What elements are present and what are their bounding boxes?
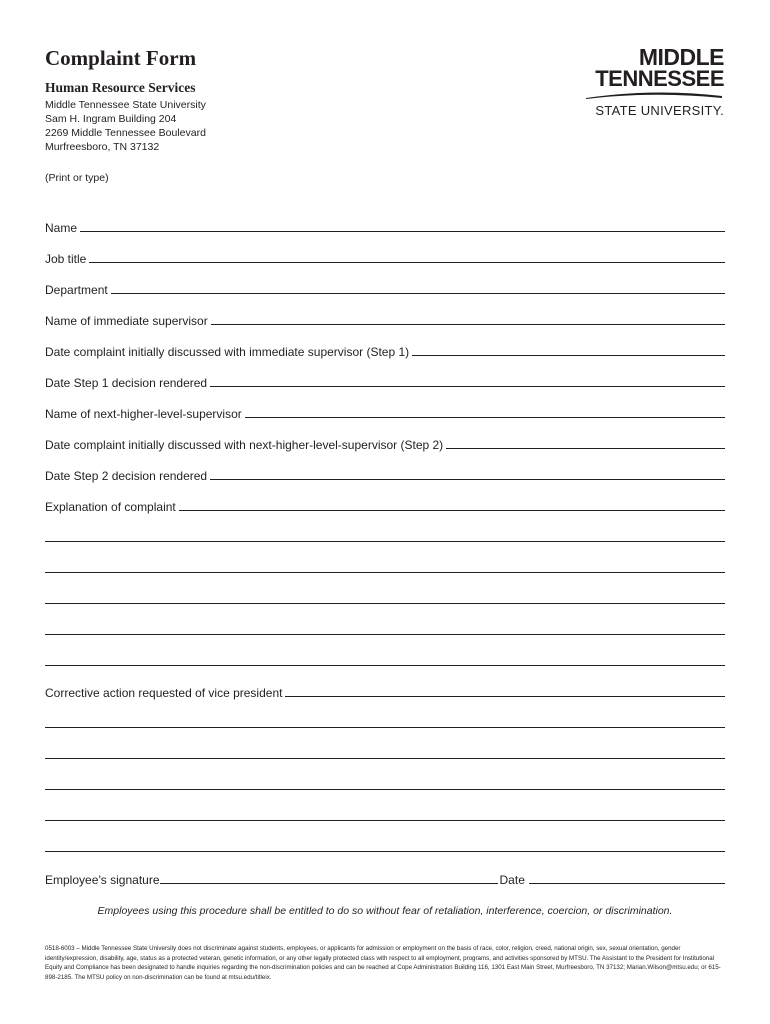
department-field[interactable] (45, 266, 725, 297)
fill-line[interactable] (179, 509, 725, 511)
corrective-line[interactable] (45, 731, 725, 762)
field-label: Department (45, 283, 108, 297)
field-label: Explanation of complaint (45, 500, 176, 514)
complaint-explanation-field[interactable] (45, 483, 725, 514)
date-line[interactable] (529, 882, 725, 884)
step2-discussed-date-field[interactable] (45, 421, 725, 452)
fill-line[interactable] (446, 447, 725, 449)
step1-decision-date-field[interactable] (45, 359, 725, 390)
next-level-supervisor-field[interactable] (45, 390, 725, 421)
explanation-line[interactable] (45, 638, 725, 669)
fill-line[interactable] (211, 323, 725, 325)
field-label: Name of next-higher-level-supervisor (45, 407, 242, 421)
form-fields (45, 204, 725, 855)
field-label: Date Step 2 decision rendered (45, 469, 208, 483)
logo-line-2: TENNESSEE (595, 66, 724, 91)
signature-row (45, 870, 725, 887)
fill-line[interactable] (45, 602, 725, 604)
address-line-2: Sam H. Ingram Building 204 (45, 113, 177, 125)
non-retaliation-statement: Employees using this procedure shall be entitled to do so without fear of retaliation, interference, coercion, or discrimination. (97, 905, 673, 917)
explanation-line[interactable] (45, 576, 725, 607)
fill-line[interactable] (111, 292, 725, 294)
fill-line[interactable] (80, 230, 725, 232)
page-title: Complaint Form (45, 46, 197, 70)
mtsu-logo (584, 44, 724, 118)
explanation-line[interactable] (45, 607, 725, 638)
field-label: Date complaint initially discussed with immediate supervisor (Step 1) (45, 345, 410, 359)
step1-discussed-date-field[interactable] (45, 328, 725, 359)
fill-line[interactable] (245, 416, 725, 418)
fill-line[interactable] (89, 261, 725, 263)
footer-disclaimer: 0518-6003 – Middle Tennessee State University does not discriminate against students, employees, or applicants for admission or employment on the basis of race, color, religion, creed, national origin, sex, sexual orientation, gender identity/expression, disability, age, status as a protected veteran, genetic information, or any other legally protected class with respect to all employment, programs, and activities sponsored by MTSU. The Assistant to the President for Institutional Equity and Compliance has been designated to handle inquiries regarding the non-discrimination policies and can be reached at Cope Administration Building 116, 1301 East Main Street, Murfreesboro, TN 37132; Marian.Wilson@mtsu.edu; or 615-898-2185. The MTSU policy on non-discrimination can be found at mtsu.edu/titleix. (45, 945, 721, 981)
corrective-line[interactable] (45, 700, 725, 731)
logo-line-1: MIDDLE (638, 44, 724, 70)
fill-line[interactable] (45, 788, 725, 790)
fill-line[interactable] (45, 850, 725, 852)
fill-line[interactable] (45, 726, 725, 728)
explanation-line[interactable] (45, 545, 725, 576)
date-label: Date (499, 873, 525, 887)
fill-line[interactable] (45, 664, 725, 666)
fill-line[interactable] (210, 385, 725, 387)
field-label: Corrective action requested of vice president (45, 686, 283, 700)
fill-line[interactable] (412, 354, 725, 356)
address-line-3: 2269 Middle Tennessee Boulevard (45, 127, 206, 139)
fill-line[interactable] (45, 540, 725, 542)
name-field[interactable] (45, 204, 725, 235)
print-note: (Print or type) (45, 172, 109, 184)
field-label: Date Step 1 decision rendered (45, 376, 208, 390)
corrective-line[interactable] (45, 824, 725, 855)
corrective-line[interactable] (45, 793, 725, 824)
address-line-1: Middle Tennessee State University (45, 99, 206, 111)
step2-decision-date-field[interactable] (45, 452, 725, 483)
signature-label: Employee’s signature (45, 873, 160, 887)
field-label: Name (45, 221, 78, 235)
fill-line[interactable] (45, 571, 725, 573)
corrective-action-field[interactable] (45, 669, 725, 700)
field-label: Name of immediate supervisor (45, 314, 208, 328)
address-line-4: Murfreesboro, TN 37132 (45, 141, 160, 153)
corrective-line[interactable] (45, 762, 725, 793)
logo-line-3: STATE UNIVERSITY. (595, 103, 724, 118)
logo-swoosh-icon (584, 90, 724, 100)
fill-line[interactable] (210, 478, 725, 480)
fill-line[interactable] (45, 633, 725, 635)
fill-line[interactable] (45, 819, 725, 821)
fill-line[interactable] (45, 757, 725, 759)
department-name: Human Resource Services (45, 80, 196, 95)
fill-line[interactable] (285, 695, 725, 697)
form-header (45, 46, 465, 154)
explanation-line[interactable] (45, 514, 725, 545)
field-label: Date complaint initially discussed with next-higher-level-supervisor (Step 2) (45, 438, 444, 452)
job-title-field[interactable] (45, 235, 725, 266)
signature-line[interactable] (160, 882, 498, 884)
immediate-supervisor-field[interactable] (45, 297, 725, 328)
field-label: Job title (45, 252, 87, 266)
